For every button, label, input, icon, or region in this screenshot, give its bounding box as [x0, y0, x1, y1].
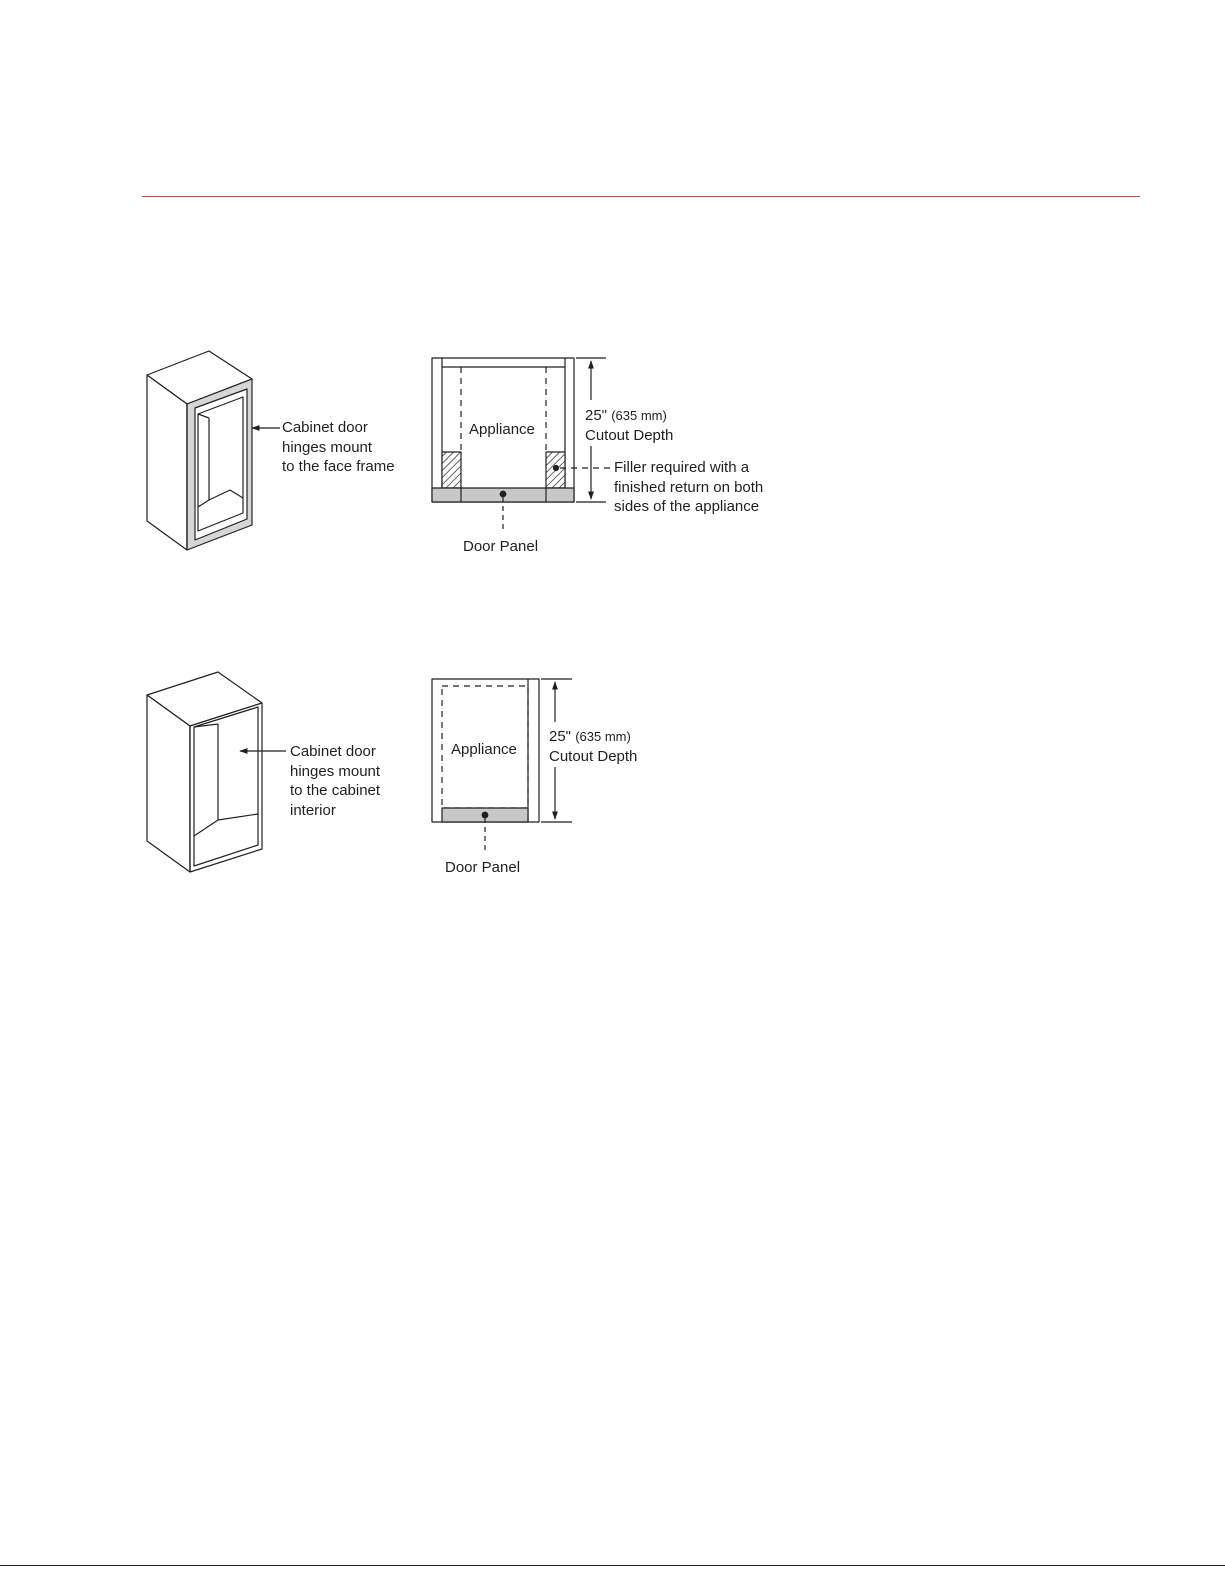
face-frame-plan-view [432, 358, 611, 532]
filler-left [442, 452, 461, 488]
appliance-label: Appliance [469, 421, 535, 438]
frameless-hinge-label: Cabinet door hinges mount to the cabinet interior [290, 743, 381, 819]
cutout-depth-dimension: 25" (635 mm) Cutout Depth [585, 407, 674, 444]
filler-note: Filler required with a finished return on both sides of the appliance [614, 459, 764, 515]
door-panel-label: Door Panel [445, 859, 521, 876]
door-panel-label: Door Panel [463, 538, 539, 555]
face-frame-hinge-label: Cabinet door hinges mount to the face frame [282, 419, 395, 475]
cutout-depth-dimension: 25" (635 mm) Cutout Depth [549, 728, 638, 765]
appliance-label: Appliance [451, 741, 517, 758]
frameless-cabinet-illustration [147, 672, 262, 872]
footer-rule [0, 1565, 1225, 1566]
frameless-plan-view [432, 679, 572, 853]
face-frame-cabinet-illustration [147, 351, 252, 550]
